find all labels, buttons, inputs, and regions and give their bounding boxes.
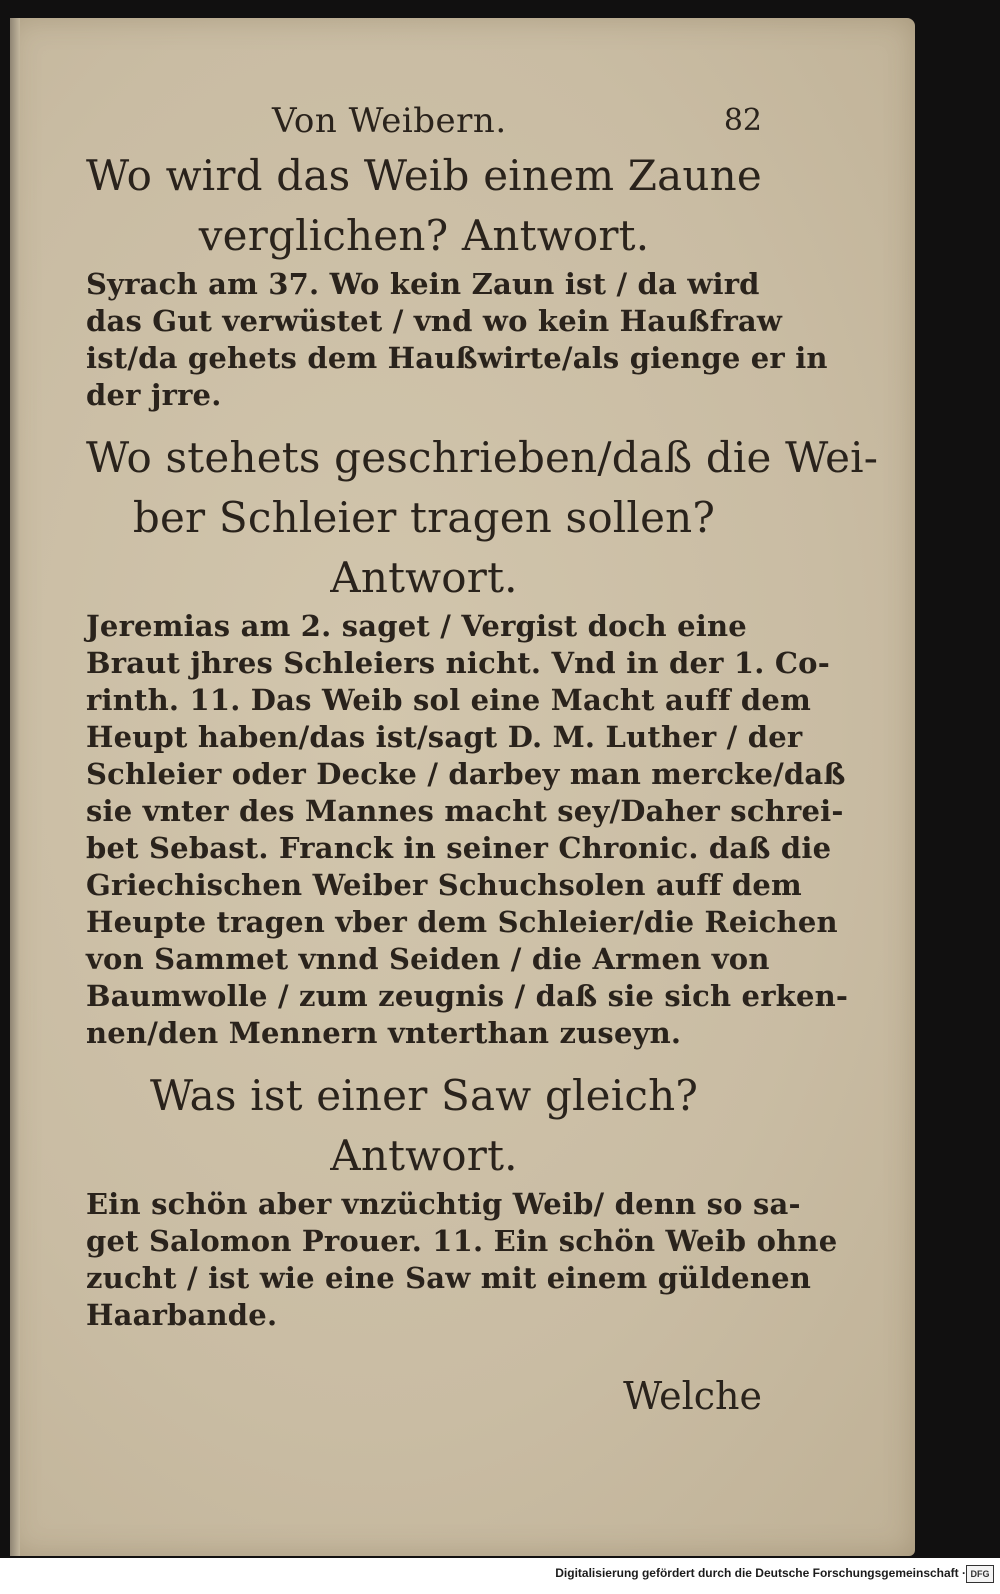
catchword: Welche: [623, 1374, 762, 1418]
digitization-footer: [0, 1558, 1000, 1594]
body-line: von Sammet vnnd Seiden / die Armen von: [86, 942, 770, 976]
section-heading-1: [86, 146, 762, 266]
body-line: Haarbande.: [86, 1298, 278, 1332]
heading-line: ber Schleier tragen sollen?: [132, 493, 716, 542]
heading-line: Antwort.: [330, 553, 518, 602]
body-line: der jrre.: [86, 378, 222, 412]
body-line: rinth. 11. Das Weib sol eine Macht auff dem: [86, 683, 811, 717]
running-head: [86, 96, 762, 146]
section-body-1: [86, 266, 828, 414]
page-spine-shadow: [10, 18, 20, 1556]
heading-line: Wo stehets geschrieben/daß die Wei-: [86, 433, 879, 482]
heading-line: Antwort.: [330, 1131, 518, 1180]
body-line: Heupt haben/das ist/sagt D. M. Luther / der: [86, 720, 803, 754]
heading-line: verglichen? Antwort.: [198, 211, 650, 260]
heading-line: Was ist einer Saw gleich?: [149, 1071, 699, 1120]
body-line: das Gut verwüstet / vnd wo kein Haußfraw: [86, 304, 783, 338]
section-heading-2: [86, 428, 879, 608]
body-line: Schleier oder Decke / darbey man mercke/daß: [86, 757, 846, 791]
body-line: ist/da gehets dem Haußwirte/als gienge er in: [86, 341, 828, 375]
page-text: [86, 96, 879, 1418]
body-line: Syrach am 37. Wo kein Zaun ist / da wird: [86, 267, 760, 301]
body-line: Baumwolle / zum zeugnis / daß sie sich erken-: [86, 979, 849, 1013]
body-line: Jeremias am 2. saget / Vergist doch eine: [86, 609, 747, 643]
section-heading-3: [86, 1066, 762, 1186]
footer-credit: Digitalisierung gefördert durch die Deutsche Forschungsgemeinschaft ·: [555, 1566, 966, 1580]
section-body-3: [86, 1186, 838, 1334]
body-line: zucht / ist wie eine Saw mit einem güldenen: [86, 1261, 812, 1295]
heading-line: Wo wird das Weib einem Zaune: [86, 151, 762, 200]
body-line: get Salomon Prouer. 11. Ein schön Weib ohne: [86, 1224, 838, 1258]
body-line: nen/den Mennern vnterthan zuseyn.: [86, 1016, 682, 1050]
body-line: Heupte tragen vber dem Schleier/die Reichen: [86, 905, 838, 939]
running-head-title: Von Weibern.: [272, 101, 507, 141]
section-body-2: [86, 608, 849, 1052]
body-line: Braut jhres Schleiers nicht. Vnd in der 1. Co-: [86, 646, 830, 680]
body-line: bet Sebast. Franck in seiner Chronic. daß die: [86, 831, 832, 865]
dfg-logo-icon: DFG: [966, 1565, 994, 1583]
body-line: Ein schön aber vnzüchtig Weib/ denn so sa-: [86, 1187, 801, 1221]
page-number: 82: [723, 103, 762, 138]
body-line: Griechischen Weiber Schuchsolen auff dem: [86, 868, 802, 902]
body-line: sie vnter des Mannes macht sey/Daher schrei-: [86, 794, 844, 828]
